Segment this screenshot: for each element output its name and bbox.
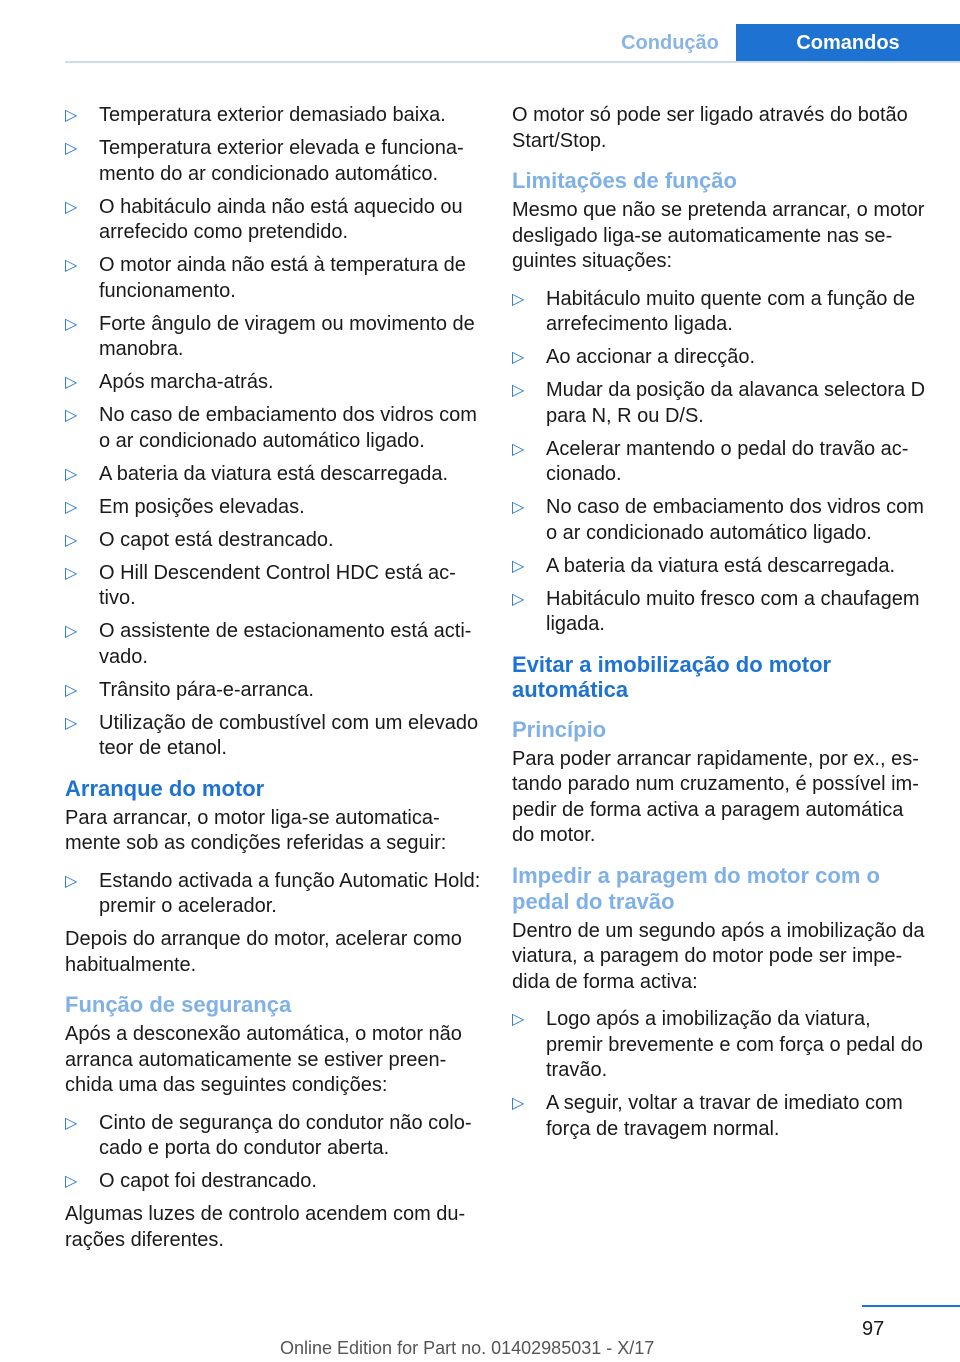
right-column <box>512 103 930 1150</box>
list-item-text: Forte ângulo de viragem ou movimento de manobra. <box>99 312 475 360</box>
list-item-text: O assistente de estacionamento está activado. <box>99 620 472 668</box>
header-divider <box>65 61 960 63</box>
paragraph-seguranca: Após a desconexão automática, o motor não arranca automaticamente se estiver preenchida uma das seguintes condições: <box>65 1023 462 1096</box>
triangle-bullet-icon: ▷ <box>65 531 78 549</box>
limitacoes-list <box>512 287 930 638</box>
list-item <box>65 869 483 920</box>
left-column <box>65 103 483 1265</box>
list-item-text: Acelerar mantendo o pedal do travão accionado. <box>546 437 909 485</box>
list-item <box>512 1091 930 1142</box>
heading-evitar-imobilizacao: Evitar a imobilização do motor automática <box>512 651 832 702</box>
page-number: 97 <box>862 1318 885 1340</box>
list-item <box>65 103 483 129</box>
triangle-bullet-icon: ▷ <box>65 1114 78 1132</box>
list-item-text: No caso de embaciamento dos vidros com o ar condicionado automático ligado. <box>546 496 924 544</box>
heading-limitacoes-de-funcao: Limitações de função <box>512 168 737 193</box>
page-header <box>0 0 960 62</box>
paragraph-start-stop: O motor só pode ser ligado através do botão Start/Stop. <box>512 104 908 152</box>
triangle-bullet-icon: ▷ <box>512 557 525 575</box>
list-item-text: Cinto de segurança do condutor não colocado e porta do condutor aberta. <box>99 1111 472 1159</box>
triangle-bullet-icon: ▷ <box>512 440 525 458</box>
list-item <box>65 528 483 554</box>
list-item <box>65 561 483 612</box>
triangle-bullet-icon: ▷ <box>65 407 78 424</box>
triangle-bullet-icon: ▷ <box>512 1095 525 1112</box>
list-item-text: Temperatura exterior elevada e funcionamento do ar condicionado automático. <box>99 137 464 185</box>
list-item <box>65 678 483 704</box>
list-item <box>65 253 483 304</box>
impedir-list <box>512 1007 930 1142</box>
heading-principio: Princípio <box>512 716 607 742</box>
triangle-bullet-icon: ▷ <box>65 257 78 274</box>
list-item-text: A bateria da viatura está descarregada. <box>546 554 896 577</box>
list-item-text: Ao accionar a direcção. <box>546 346 756 368</box>
triangle-bullet-icon: ▷ <box>65 681 78 699</box>
triangle-bullet-icon: ▷ <box>65 315 78 333</box>
list-item <box>512 554 930 580</box>
list-item-text: Após marcha-atrás. <box>99 371 274 393</box>
paragraph-impedir: Dentro de um segundo após a imobilização da viatura, a paragem do motor pode ser impedida de forma activa: <box>512 919 925 993</box>
seguranca-list <box>65 1111 483 1195</box>
list-item <box>512 437 930 488</box>
list-item <box>512 1007 930 1084</box>
triangle-bullet-icon: ▷ <box>65 714 78 732</box>
list-item-text: Estando activada a função Automatic Hold: premir o acelerador. <box>99 869 481 917</box>
list-item-text: No caso de embaciamento dos vidros com o ar condicionado automático ligado. <box>99 404 477 452</box>
list-item <box>512 378 930 429</box>
triangle-bullet-icon: ▷ <box>65 623 78 640</box>
list-item-text: Habitáculo muito fresco com a chaufagem ligada. <box>546 587 920 635</box>
list-item <box>65 136 483 187</box>
section-tab-comandos[interactable]: Comandos <box>736 24 960 62</box>
list-item <box>65 462 483 488</box>
list-item <box>65 1111 483 1162</box>
list-item <box>65 312 483 363</box>
condition-list <box>65 103 483 762</box>
list-item <box>512 345 930 371</box>
paragraph-luzes: Algumas luzes de controlo acendem com durações diferentes. <box>65 1203 466 1251</box>
list-item-text: Utilização de combustível com um elevado teor de etanol. <box>99 711 479 759</box>
triangle-bullet-icon: ▷ <box>512 499 525 516</box>
triangle-bullet-icon: ▷ <box>512 590 525 608</box>
list-item-text: Logo após a imobilização da viatura, premir brevemente e com força o pedal do travão. <box>546 1008 923 1081</box>
heading-impedir-paragem: Impedir a paragem do motor com o pedal do travão <box>512 862 880 914</box>
list-item-text: O capot foi destrancado. <box>99 1170 317 1192</box>
list-item-text: Temperatura exterior demasiado baixa. <box>99 104 446 126</box>
triangle-bullet-icon: ▷ <box>512 290 525 308</box>
list-item-text: O capot está destrancado. <box>99 528 334 551</box>
list-item <box>65 195 483 246</box>
list-item <box>512 495 930 546</box>
list-item <box>65 1169 483 1195</box>
arranque-list <box>65 869 483 920</box>
list-item <box>65 370 483 396</box>
list-item-text: A seguir, voltar a travar de imediato com força de travagem normal. <box>546 1092 903 1140</box>
list-item-text: Em posições elevadas. <box>99 495 305 518</box>
section-tab-conducao[interactable]: Condução <box>604 24 736 62</box>
list-item <box>65 495 483 521</box>
edition-footer: Online Edition for Part no. 01402985031 - X/17 <box>280 1338 655 1358</box>
heading-arranque-do-motor: Arranque do motor <box>65 775 265 801</box>
triangle-bullet-icon: ▷ <box>512 382 525 399</box>
list-item-text: A bateria da viatura está descarregada. <box>99 462 449 485</box>
triangle-bullet-icon: ▷ <box>65 465 78 483</box>
triangle-bullet-icon: ▷ <box>65 872 78 890</box>
list-item <box>65 619 483 670</box>
triangle-bullet-icon: ▷ <box>65 498 78 516</box>
heading-funcao-de-seguranca: Função de segurança <box>65 992 292 1017</box>
list-item-text: O habitáculo ainda não está aquecido ou arrefecido como pretendido. <box>99 195 463 243</box>
triangle-bullet-icon: ▷ <box>512 349 525 366</box>
list-item-text: O motor ainda não está à temperatura de funcionamento. <box>99 254 466 302</box>
list-item <box>512 587 930 638</box>
triangle-bullet-icon: ▷ <box>65 564 78 582</box>
paragraph-depois: Depois do arranque do motor, acelerar como habitualmente. <box>65 928 462 976</box>
paragraph-principio: Para poder arrancar rapidamente, por ex., estando parado num cruzamento, é possível impedir de forma activa a paragem automática do motor. <box>512 747 919 846</box>
triangle-bullet-icon: ▷ <box>65 374 78 391</box>
triangle-bullet-icon: ▷ <box>65 107 78 124</box>
triangle-bullet-icon: ▷ <box>512 1011 525 1028</box>
list-item <box>65 711 483 762</box>
list-item-text: O Hill Descendent Control HDC está activo. <box>99 561 456 609</box>
footer-divider <box>862 1305 960 1307</box>
list-item <box>512 287 930 338</box>
triangle-bullet-icon: ▷ <box>65 140 78 157</box>
list-item-text: Mudar da posição da alavanca selectora D para N, R ou D/S. <box>546 379 926 427</box>
list-item-text: Habitáculo muito quente com a função de arrefecimento ligada. <box>546 287 916 335</box>
triangle-bullet-icon: ▷ <box>65 198 78 216</box>
triangle-bullet-icon: ▷ <box>65 1173 78 1190</box>
paragraph-limitacoes: Mesmo que não se pretenda arrancar, o motor desligado liga-se automaticamente nas seguintes situações: <box>512 199 925 272</box>
list-item <box>65 403 483 454</box>
list-item-text: Trânsito pára-e-arranca. <box>99 678 314 701</box>
paragraph-arranque: Para arrancar, o motor liga-se automaticamente sob as condições referidas a seguir: <box>65 806 447 854</box>
